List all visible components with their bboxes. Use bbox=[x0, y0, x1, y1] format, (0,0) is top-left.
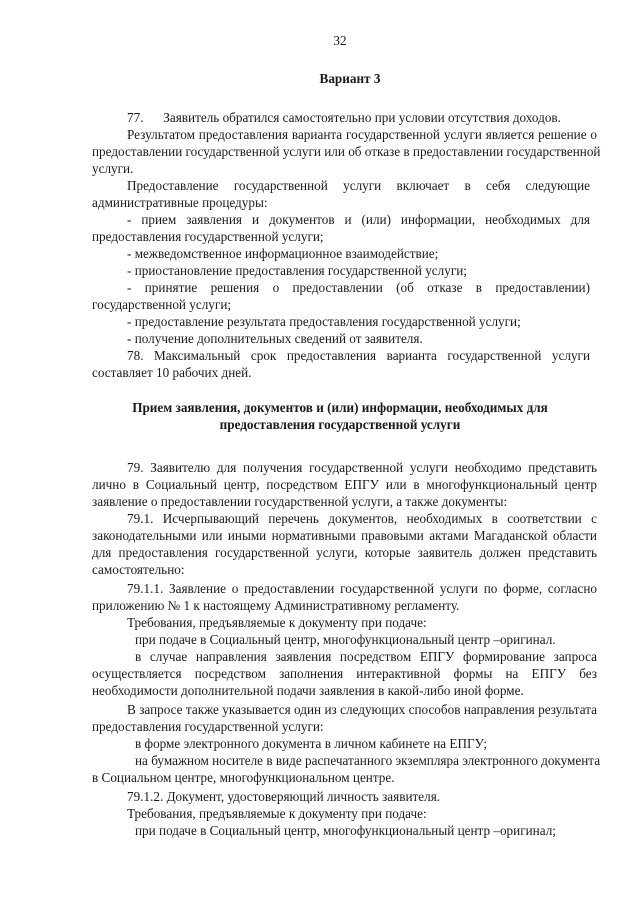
text-line: при подаче в Социальный центр, многофункциональный центр –оригинал; bbox=[135, 823, 556, 838]
text-line: В запросе также указывается один из следующих способов направления результата bbox=[127, 702, 597, 717]
text-line: услуги. bbox=[92, 161, 134, 176]
text-line: Результатом предоставления варианта государственной услуги является решение о bbox=[127, 127, 597, 142]
paragraph-79-1: 79.1. Исчерпывающий перечень документов, необходимых в соответствии с bbox=[127, 511, 597, 526]
text-line: осуществляется посредством заполнения интерактивной формы на ЕПГУ без bbox=[92, 666, 597, 681]
text-line: предоставления государственной услуги: bbox=[92, 719, 324, 734]
paragraph-79-1-1: 79.1.1. Заявление о предоставлении государственной услуги по форме, согласно bbox=[127, 581, 597, 596]
paragraph-79-1-2: 79.1.2. Документ, удостоверяющий личность заявителя. bbox=[127, 789, 441, 804]
text-line: для предоставления государственной услуги, которые заявитель должен представить bbox=[92, 545, 597, 560]
page-number: 32 bbox=[333, 33, 347, 48]
text-line: составляет 10 рабочих дней. bbox=[92, 365, 252, 380]
text-line: Предоставление государственной услуги включает в себя следующие bbox=[127, 178, 590, 193]
text-line: лично в Социальный центр, посредством ЕПГУ или в многофункциональный центр bbox=[92, 477, 597, 492]
text-line: предоставления государственной услуги; bbox=[92, 229, 324, 244]
variant-title: Вариант 3 bbox=[319, 71, 381, 86]
text-line: законодательными или иными нормативными правовыми актами Магаданской области bbox=[92, 528, 597, 543]
list-item: - приостановление предоставления государственной услуги; bbox=[127, 263, 467, 278]
list-item: - принятие решения о предоставлении (об отказе в предоставлении) bbox=[127, 280, 590, 295]
section-heading: предоставления государственной услуги bbox=[219, 417, 461, 432]
text-line: заявление о предоставлении государственной услуги, а также документы: bbox=[92, 494, 508, 509]
text-line: в случае направления заявления посредством ЕПГУ формирование запроса bbox=[135, 649, 597, 664]
text-line: при подаче в Социальный центр, многофункциональный центр –оригинал. bbox=[135, 632, 556, 647]
paragraph-77: 77. Заявитель обратился самостоятельно при условии отсутствия доходов. bbox=[127, 110, 561, 125]
text-line: приложению № 1 к настоящему Административному регламенту. bbox=[92, 598, 460, 613]
list-item: - получение дополнительных сведений от заявителя. bbox=[127, 331, 423, 346]
list-item: - предоставление результата предоставления государственной услуги; bbox=[127, 314, 521, 329]
text-line: самостоятельно: bbox=[92, 562, 185, 577]
text-line: в форме электронного документа в личном кабинете на ЕПГУ; bbox=[135, 736, 488, 751]
text-line: необходимости дополнительной подачи заявления в какой-либо иной форме. bbox=[92, 683, 524, 698]
text-line: административные процедуры: bbox=[92, 195, 268, 210]
text-line: государственной услуги; bbox=[92, 297, 232, 312]
text-line: Требования, предъявляемые к документу при подаче: bbox=[127, 806, 427, 821]
paragraph-78: 78. Максимальный срок предоставления варианта государственной услуги bbox=[127, 348, 590, 363]
section-heading: Прием заявления, документов и (или) информации, необходимых для bbox=[132, 400, 548, 415]
text-line: Требования, предъявляемые к документу при подаче: bbox=[127, 615, 427, 630]
text-line: в Социальном центре, многофункциональном центре. bbox=[92, 770, 395, 785]
list-item: - прием заявления и документов и (или) информации, необходимых для bbox=[127, 212, 590, 227]
list-item: - межведомственное информационное взаимодействие; bbox=[127, 246, 439, 261]
text-line: на бумажном носителе в виде распечатанного экземпляра электронного документа bbox=[135, 753, 601, 768]
paragraph-79: 79. Заявителю для получения государственной услуги необходимо представить bbox=[127, 460, 597, 475]
text-line: предоставлении государственной услуги или об отказе в предоставлении государственной bbox=[92, 144, 601, 159]
